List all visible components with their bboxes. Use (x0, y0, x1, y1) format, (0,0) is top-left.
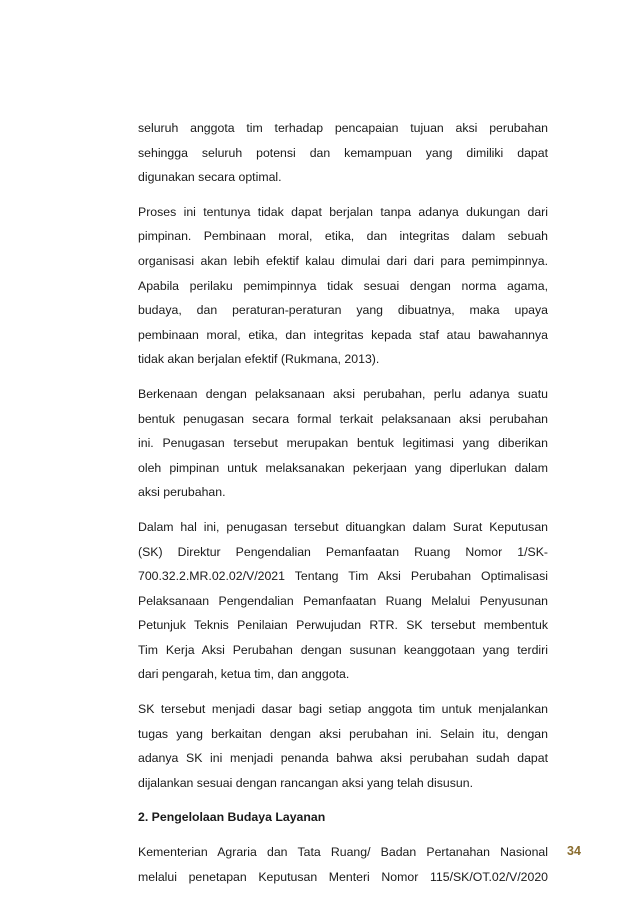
text-line: Tim Kerja Aksi Perubahan dengan susunan keanggotaan yang terdiri (138, 642, 548, 657)
body-text (138, 116, 548, 899)
paragraph-3 (138, 382, 548, 505)
text-line: melalui penetapan Keputusan Menteri Nomor 115/SK/OT.02/V/2020 (138, 869, 548, 884)
text-line: adanya SK ini menjadi penanda bahwa aksi perubahan sudah dapat (138, 751, 548, 766)
text-line: Kementerian Agraria dan Tata Ruang/ Badan Pertanahan Nasional (138, 845, 548, 860)
text-line: 700.32.2.MR.02.02/V/2021 Tentang Tim Aksi Perubahan Optimalisasi (138, 569, 548, 584)
text-line: Petunjuk Teknis Penilaian Perwujudan RTR. SK tersebut membentuk (138, 618, 548, 633)
text-line: SK tersebut menjadi dasar bagi setiap anggota tim untuk menjalankan (138, 702, 548, 717)
paragraph-6 (138, 840, 548, 889)
text-line: tugas yang berkaitan dengan aksi perubahan ini. Selain itu, dengan (138, 726, 548, 741)
text-line: dijalankan sesuai dengan rancangan aksi yang telah disusun. (138, 775, 473, 790)
text-line: organisasi akan lebih efektif kalau dimulai dari dari para pemimpinnya. (138, 253, 548, 268)
text-line: (SK) Direktur Pengendalian Pemanfaatan Ruang Nomor 1/SK- (138, 544, 548, 559)
text-line: dari pengarah, ketua tim, dan anggota. (138, 667, 350, 682)
paragraph-5 (138, 697, 548, 795)
text-line: bentuk penugasan secara formal terkait pelaksanaan aksi perubahan (138, 411, 548, 426)
text-line: Apabila perilaku pemimpinnya tidak sesuai dengan norma agama, (138, 278, 548, 293)
page-number: 34 (567, 844, 581, 858)
text-line: pembinaan moral, etika, dan integritas kepada staf atau bawahannya (138, 327, 548, 342)
paragraph-1 (138, 116, 548, 190)
text-line: Pelaksanaan Pengendalian Pemanfaatan Ruang Melalui Penyusunan (138, 593, 548, 608)
text-line: Dalam hal ini, penugasan tersebut dituangkan dalam Surat Keputusan (138, 519, 548, 534)
text-line: digunakan secara optimal. (138, 170, 282, 185)
text-line: oleh pimpinan untuk melaksanakan pekerjaan yang diperlukan dalam (138, 460, 548, 475)
paragraph-4 (138, 515, 548, 687)
text-line: budaya, dan peraturan-peraturan yang dibuatnya, maka upaya (138, 303, 548, 318)
paragraph-2 (138, 200, 548, 372)
text-line: Berkenaan dengan pelaksanaan aksi perubahan, perlu adanya suatu (138, 386, 548, 401)
text-line: seluruh anggota tim terhadap pencapaian tujuan aksi perubahan (138, 121, 548, 135)
text-line: tidak akan berjalan efektif (Rukmana, 2013). (138, 352, 380, 367)
text-line: sehingga seluruh potensi dan kemampuan yang dimiliki dapat (138, 145, 548, 160)
text-line: Proses ini tentunya tidak dapat berjalan tanpa adanya dukungan dari (138, 204, 548, 219)
text-line: ini. Penugasan tersebut merupakan bentuk legitimasi yang diberikan (138, 436, 548, 451)
text-line: pimpinan. Pembinaan moral, etika, dan integritas dalam sebuah (138, 229, 548, 244)
text-line: aksi perubahan. (138, 485, 226, 500)
section-heading: 2. Pengelolaan Budaya Layanan (138, 810, 326, 825)
